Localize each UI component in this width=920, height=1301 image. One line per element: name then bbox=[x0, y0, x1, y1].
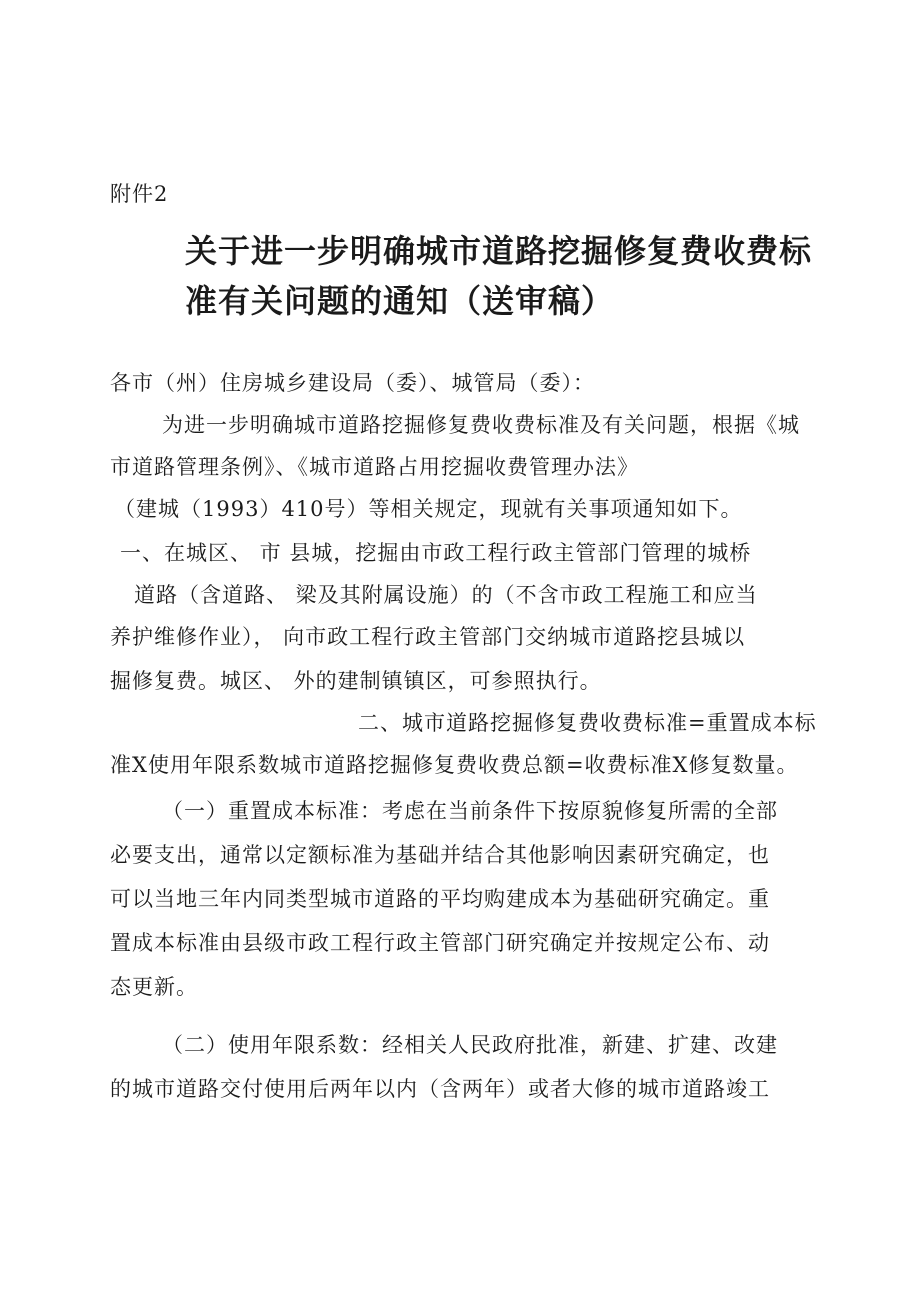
paragraph-line: （二）使用年限系数：经相关人民政府批准，新建、扩建、改建 bbox=[162, 1033, 778, 1057]
paragraph-line: 掘修复费。城区、 外的建制镇镇区，可参照执行。 bbox=[110, 669, 602, 693]
paragraph-line: 为进一步明确城市道路挖掘修复费收费标准及有关问题，根据《城 bbox=[162, 413, 800, 437]
addressee-line: 各市（州）住房城乡建设局（委）、城管局（委）： bbox=[110, 371, 595, 395]
paragraph-line: （建城（1993）410号）等相关规定，现就有关事项通知如下。 bbox=[114, 497, 743, 521]
paragraph-line: 一、在城区、 市 县城，挖掘由市政工程行政主管部门管理的城桥 bbox=[120, 541, 752, 565]
paragraph-line: 可以当地三年内同类型城市道路的平均购建成本为基础研究确定。重 bbox=[110, 887, 770, 911]
paragraph-line: 养护维修作业）， 向市政工程行政主管部门交纳城市道路挖县城以 bbox=[110, 625, 746, 649]
title-line-2: 准有关问题的通知（送审稿） bbox=[185, 282, 615, 320]
paragraph-line: （一）重置成本标准：考虑在当前条件下按原貌修复所需的全部 bbox=[162, 799, 778, 823]
title-line-1: 关于进一步明确城市道路挖掘修复费收费标 bbox=[185, 232, 813, 270]
paragraph-line: 市道路管理条例》、《城市道路占用挖掘收费管理办法》 bbox=[110, 455, 639, 479]
paragraph-line: 必要支出，通常以定额标准为基础并结合其他影响因素研究确定，也 bbox=[110, 843, 770, 867]
paragraph-line: 道路（含道路、 梁及其附属设施）的（不含市政工程施工和应当 bbox=[134, 583, 758, 607]
paragraph-line: 置成本标准由县级市政工程行政主管部门研究确定并按规定公布、动 bbox=[110, 931, 770, 955]
paragraph-line: 的城市道路交付使用后两年以内（含两年）或者大修的城市道路竣工 bbox=[110, 1077, 770, 1101]
paragraph-line: 态更新。 bbox=[110, 975, 198, 999]
document-title bbox=[185, 226, 825, 326]
paragraph-line: 准X使用年限系数城市道路挖掘修复费收费总额=收费标准X修复数量。 bbox=[110, 753, 799, 777]
attachment-label: 附件2 bbox=[110, 182, 169, 206]
paragraph-line: 二、城市道路挖掘修复费收费标准=重置成本标 bbox=[358, 711, 817, 735]
